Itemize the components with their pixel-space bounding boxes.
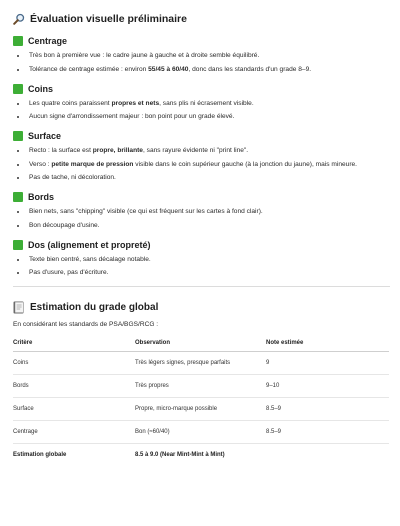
list-item: [13, 160, 390, 170]
list-item-text: Aucun signe d'arrondissement majeur : bon point pour un grade élevé.: [29, 113, 235, 120]
list-item-text: Les quatre coins paraissent: [29, 99, 112, 107]
table-row: [13, 352, 389, 375]
table-row: [13, 375, 389, 398]
section-heading: [13, 82, 390, 96]
bullet-list: [13, 51, 390, 75]
green-square-icon: [13, 192, 23, 202]
section: [13, 34, 390, 75]
green-square-icon: [13, 36, 23, 46]
list-item-text: Recto : la surface est: [29, 147, 93, 154]
section: [13, 129, 390, 183]
bullet-list: [13, 255, 390, 279]
table-row: [13, 421, 389, 444]
cell-score: 9: [266, 352, 389, 375]
list-item-text: Verso :: [29, 160, 52, 168]
list-item-text: , sans plis ni écrasement visible.: [159, 99, 254, 107]
list-item-text: Très bon à première vue : le cadre jaune à gauche et à droite semble équilibré.: [29, 52, 260, 59]
cell-final-estimate: 8.5 à 9.0 (Near Mint-Mint à Mint): [135, 452, 225, 458]
list-item: [13, 65, 390, 75]
grade-table: [13, 335, 389, 466]
list-item-text: propre, brillante: [92, 147, 143, 154]
section-divider: [13, 286, 390, 287]
magnifying-glass-icon: [13, 13, 25, 25]
list-item: [13, 268, 390, 278]
column-header-observation: Observation: [135, 335, 266, 352]
cell-score: 8.5–9: [266, 398, 389, 421]
cell-score: 9–10: [266, 375, 389, 398]
grade-title-text: Estimation du grade global: [30, 301, 159, 313]
cell-score: 8.5–9: [266, 421, 389, 444]
bullet-list: [13, 146, 390, 183]
cell-observation: Très propres: [135, 375, 266, 398]
list-item-text: Pas de tache, ni décoloration.: [29, 174, 116, 181]
list-item: [13, 173, 390, 183]
list-item-text: 55/45 à 60/40: [148, 65, 189, 73]
section-title: Bords: [28, 192, 55, 202]
green-square-icon: [13, 131, 23, 141]
cell-final-score: [266, 444, 389, 467]
cell-criterion: Centrage: [13, 421, 135, 444]
page-title-text: Évaluation visuelle préliminaire: [30, 13, 187, 25]
grade-intro: En considérant les standards de PSA/BGS/RCG :: [13, 321, 159, 328]
page-title: [13, 10, 390, 28]
list-item-text: propres et nets: [111, 99, 160, 107]
list-item: [13, 221, 390, 231]
list-item-text: petite marque de pression: [51, 160, 134, 168]
column-header-criterion: Critère: [13, 335, 135, 352]
section-title: Dos (alignement et propreté): [28, 239, 151, 250]
section-title: Centrage: [28, 36, 68, 46]
column-header-score: Note estimée: [266, 335, 389, 352]
list-item-text: Texte bien centré, sans décalage notable.: [29, 255, 151, 263]
book-icon: [13, 301, 24, 314]
green-square-icon: [13, 84, 23, 94]
evaluation-sections: [13, 34, 390, 278]
table-row-final: [13, 444, 389, 467]
list-item-text: Bon découpage d'usine.: [29, 221, 100, 229]
list-item-text: visible dans le coin supérieur gauche (à la jonction du jaune), mais mineure.: [133, 160, 358, 168]
cell-criterion: Bords: [13, 375, 135, 398]
section-title: Surface: [28, 131, 62, 141]
section: [13, 82, 390, 123]
section: [13, 238, 390, 279]
list-item-text: Bien nets, sans "chipping" visible (ce qui est fréquent sur les cartes à fond clair).: [29, 208, 263, 215]
section-title: Coins: [28, 83, 54, 94]
list-item: [13, 51, 390, 61]
list-item-text: Tolérance de centrage estimée : environ: [29, 65, 149, 73]
bullet-list: [13, 207, 390, 231]
table-row: [13, 398, 389, 421]
list-item: [13, 112, 390, 122]
section-heading: [13, 190, 390, 204]
section: [13, 190, 390, 231]
section-heading: [13, 34, 390, 48]
list-item: [13, 146, 390, 156]
grade-table-header-row: [13, 335, 389, 352]
bullet-list: [13, 99, 390, 123]
green-square-icon: [13, 240, 23, 250]
grade-title: [13, 299, 390, 315]
cell-criterion: Coins: [13, 352, 135, 375]
cell-observation: Propre, micro-marque possible: [135, 398, 266, 421]
list-item-text: Pas d'usure, pas d'écriture.: [29, 269, 109, 276]
list-item: [13, 255, 390, 265]
list-item: [13, 207, 390, 217]
cell-final-label: Estimation globale: [13, 452, 67, 458]
list-item: [13, 99, 390, 109]
list-item-text: , donc dans les standards d'un grade 8–9.: [188, 65, 312, 73]
section-heading: [13, 129, 390, 143]
list-item-text: , sans rayure évidente ni "print line".: [142, 147, 249, 154]
cell-observation: Très légers signes, presque parfaits: [135, 352, 266, 375]
section-heading: [13, 238, 390, 252]
cell-observation: Bon (≈60/40): [135, 421, 266, 444]
cell-criterion: Surface: [13, 398, 135, 421]
